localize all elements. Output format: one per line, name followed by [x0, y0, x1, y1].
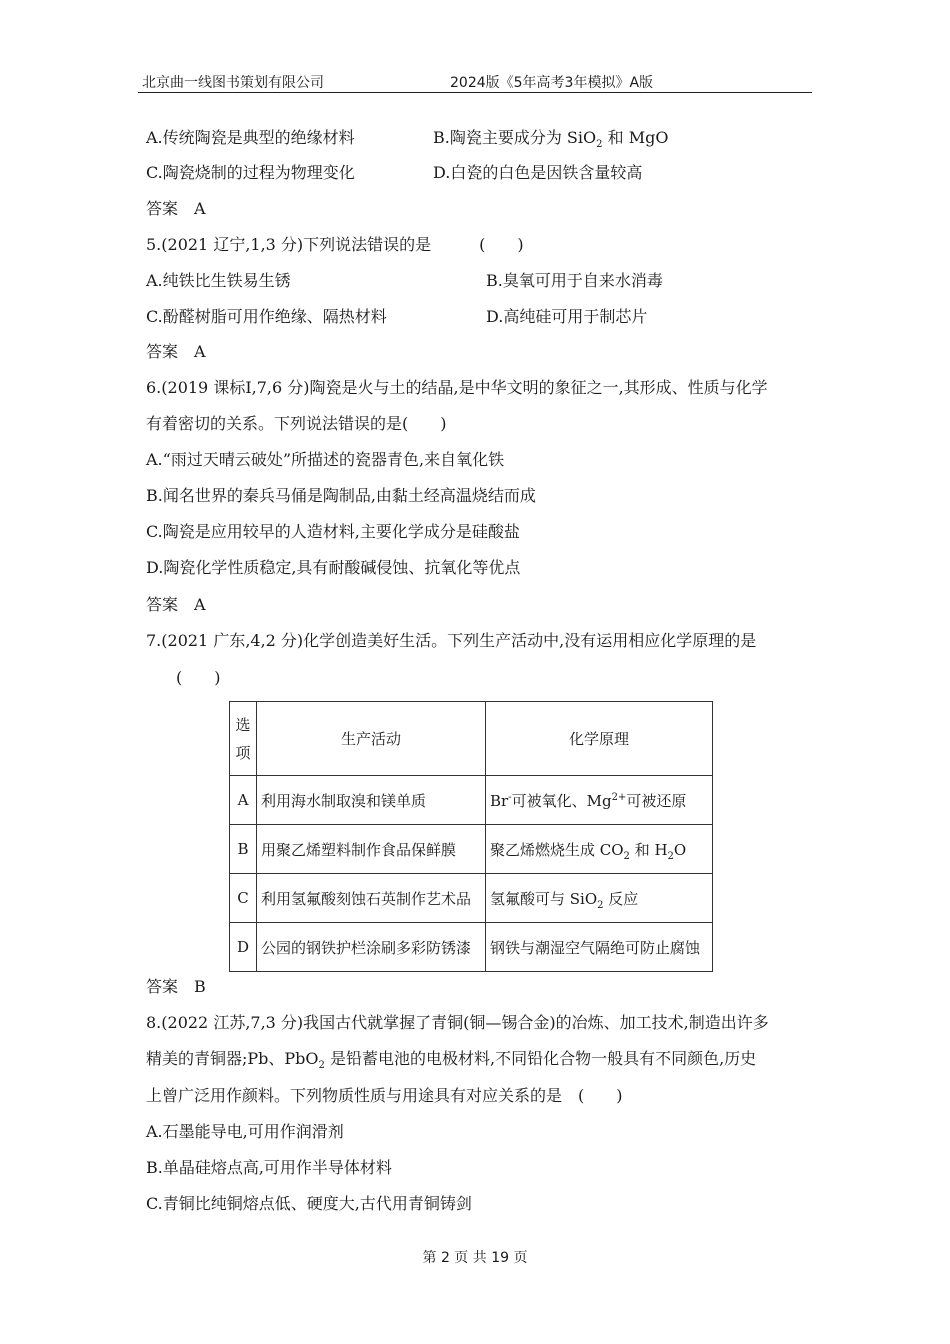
header-option: 选 项: [230, 702, 257, 776]
q4-option-c: C.陶瓷烧制的过程为物理变化: [146, 163, 355, 182]
row-principle: Br-可被氧化、$Mg^{2+}$可被还原: [486, 776, 713, 825]
q7-options-table: [229, 701, 713, 972]
q6-option-b: B.闻名世界的秦兵马俑是陶制品,由黏土经高温烧结而成: [146, 486, 536, 505]
q6-option-a: A.“雨过天晴云破处”所描述的瓷器青色,来自氧化铁: [146, 450, 505, 469]
row-activity: 利用氢氟酸刻蚀石英制作艺术品: [257, 874, 486, 923]
row-activity: 公园的钢铁护栏涂刷多彩防锈漆: [257, 923, 486, 972]
row-activity: 用聚乙烯塑料制作食品保鲜膜: [257, 825, 486, 874]
table-row: [230, 825, 713, 874]
q4-option-d: D.白瓷的白色是因铁含量较高: [433, 163, 643, 182]
q6-option-d: D.陶瓷化学性质稳定,具有耐酸碱侵蚀、抗氧化等优点: [146, 558, 521, 577]
q7-stem: 7.(2021 广东,4,2 分)化学创造美好生活。下列生产活动中,没有运用相应化学原理的是: [146, 631, 757, 650]
q6-answer: 答案 A: [146, 595, 206, 614]
q6-stem-line-1: 6.(2019 课标Ⅰ,7,6 分)陶瓷是火与土的结晶,是中华文明的象征之一,其形成、性质与化学: [146, 378, 768, 397]
row-activity: 利用海水制取溴和镁单质: [257, 776, 486, 825]
row-principle: 氢氟酸可与 SiO$_2$ 反应: [486, 874, 713, 923]
q7-answer: 答案 B: [146, 977, 206, 996]
row-principle: 聚乙烯燃烧生成 $CO_2$ 和 $H_2O$: [486, 825, 713, 874]
row-option: D: [230, 923, 257, 972]
q4-answer: 答案 A: [146, 199, 206, 218]
q5-options-row-1: [146, 271, 663, 291]
row-option: C: [230, 874, 257, 923]
q5-stem: 5.(2021 辽宁,1,3 分)下列说法错误的是 ( ): [146, 235, 524, 254]
publisher-name: 北京曲一线图书策划有限公司: [142, 75, 324, 91]
row-principle: 钢铁与潮湿空气隔绝可防止腐蚀: [486, 923, 713, 972]
q6-option-c: C.陶瓷是应用较早的人造材料,主要化学成分是硅酸盐: [146, 522, 520, 541]
q5-option-a: A.纯铁比生铁易生锈: [146, 271, 291, 290]
q8-stem-line-2: 精美的青铜器;Pb、PbO$_2$ 是铅蓄电池的电极材料,不同铅化合物一般具有不同颜色,历史: [146, 1049, 757, 1072]
q4-option-a: A.传统陶瓷是典型的绝缘材料: [146, 128, 355, 147]
q4-option-b: B.陶瓷主要成分为 SiO$_2$ 和 MgO: [433, 128, 669, 151]
q5-option-b: B.臭氧可用于自来水消毒: [486, 271, 663, 290]
page-header: [138, 70, 812, 93]
q8-option-a: A.石墨能导电,可用作润滑剂: [146, 1122, 344, 1141]
q8-stem-line-1: 8.(2022 江苏,7,3 分)我国古代就掌握了青铜(铜—锡合金)的冶炼、加工技术,制造出许多: [146, 1013, 769, 1032]
book-title: 2024版《5年高考3年模拟》A版: [450, 75, 654, 91]
q6-stem-line-2: 有着密切的关系。下列说法错误的是( ): [146, 414, 447, 433]
q5-option-c: C.酚醛树脂可用作绝缘、隔热材料: [146, 307, 387, 326]
row-option: A: [230, 776, 257, 825]
table-header-row: [230, 702, 713, 776]
q8-stem-line-3: 上曾广泛用作颜料。下列物质性质与用途具有对应关系的是 ( ): [146, 1086, 623, 1105]
q4-options-row-2: [146, 163, 643, 183]
table-row: [230, 923, 713, 972]
q4-options-row-1: [146, 128, 669, 151]
q8-option-b: B.单晶硅熔点高,可用作半导体材料: [146, 1158, 392, 1177]
table-row: [230, 776, 713, 825]
q5-option-d: D.高纯硅可用于制芯片: [486, 307, 648, 326]
row-option: B: [230, 825, 257, 874]
header-principle: 化学原理: [486, 702, 713, 776]
table-row: [230, 874, 713, 923]
q8-option-c: C.青铜比纯铜熔点低、硬度大,古代用青铜铸剑: [146, 1194, 472, 1213]
q5-options-row-2: [146, 307, 648, 327]
q5-answer: 答案 A: [146, 342, 206, 361]
page-number: 第 2 页 共 19 页: [422, 1250, 528, 1266]
q7-answer-paren: ( ): [176, 668, 221, 687]
header-activity: 生产活动: [257, 702, 486, 776]
